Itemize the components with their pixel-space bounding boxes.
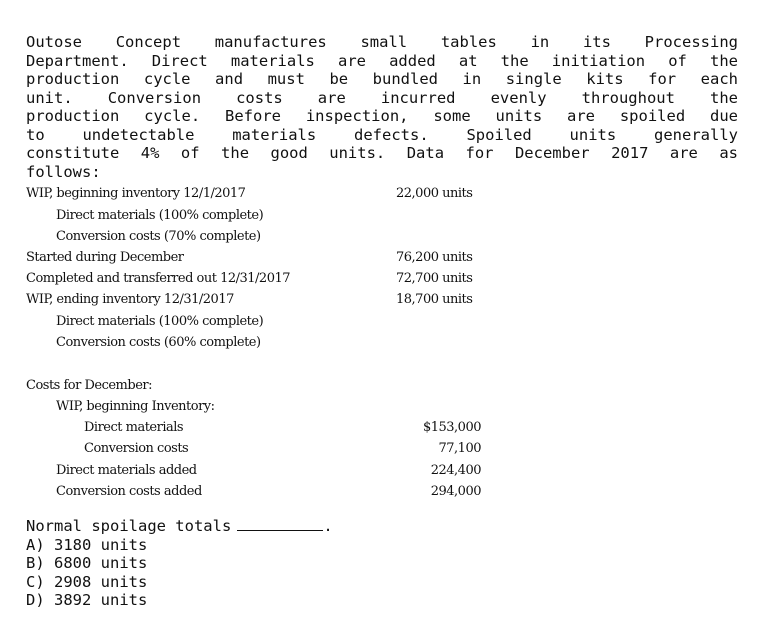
table-row: [0, 183, 775, 204]
table-row: [0, 417, 775, 438]
answer-option-a: A) 3180 units: [26, 535, 148, 554]
wip-beginning-label: WIP, beginning inventory 12/1/2017: [26, 186, 246, 201]
answer-blank: [237, 518, 323, 531]
wip-beginning-units: 22,000 units: [396, 186, 473, 201]
problem-line: production cycle and must be bundled in single kits for each: [26, 70, 738, 88]
question-end-punctuation: .: [323, 517, 333, 535]
problem-line: to undetectable materials defects. Spoiled units generally: [26, 125, 738, 144]
costs-heading: Costs for December:: [26, 378, 152, 393]
started-units: 76,200 units: [396, 250, 473, 265]
table-row: [0, 268, 775, 289]
answer-option-b: B) 6800 units: [26, 554, 148, 572]
problem-statement: [26, 33, 738, 181]
problem-line: unit. Conversion costs are incurred evenly throughout the: [26, 88, 738, 107]
table-row: [0, 205, 775, 226]
problem-line: Outose Concept manufactures small tables in its Processing: [26, 33, 738, 51]
completed-label: Completed and transferred out 12/31/2017: [26, 271, 291, 286]
wip-beginning-cc-label: Conversion costs (70% complete): [56, 229, 261, 244]
costs-wip-beginning-label: WIP, beginning Inventory:: [56, 399, 215, 414]
wip-ending-cc-label: Conversion costs (60% complete): [56, 335, 261, 350]
costs-dm-added-value: 224,400: [430, 463, 481, 478]
wip-ending-dm-label: Direct materials (100% complete): [56, 314, 264, 329]
costs-cc-added-label: Conversion costs added: [56, 484, 202, 499]
table-row: [0, 375, 775, 396]
costs-cc-value: 77,100: [438, 441, 481, 456]
wip-ending-units: 18,700 units: [396, 292, 473, 307]
costs-dm-label: Direct materials: [84, 420, 184, 435]
table-row: [0, 289, 775, 310]
table-row: [0, 460, 775, 481]
table-row: [0, 438, 775, 459]
table-row: [0, 226, 775, 247]
question-block: [26, 517, 526, 610]
answer-option-d: D) 3892 units: [26, 591, 148, 609]
question-prompt-text: Normal spoilage totals: [26, 517, 232, 535]
table-row: [0, 396, 775, 417]
table-row: [0, 247, 775, 268]
problem-line: production cycle. Before inspection, some units are spoiled due: [26, 107, 738, 125]
problem-line: Department. Direct materials are added at the initiation of the: [26, 51, 738, 70]
question-prompt: [26, 517, 526, 536]
table-row: [0, 311, 775, 332]
answer-option-c: C) 2908 units: [26, 572, 148, 591]
costs-cc-label: Conversion costs: [84, 441, 189, 456]
costs-cc-added-value: 294,000: [430, 484, 481, 499]
wip-beginning-dm-label: Direct materials (100% complete): [56, 208, 264, 223]
table-row: [0, 481, 775, 502]
problem-line: constitute 4% of the good units. Data for December 2017 are as: [26, 144, 738, 162]
problem-line: follows:: [26, 162, 101, 181]
costs-dm-value: $153,000: [422, 420, 481, 435]
completed-units: 72,700 units: [396, 271, 473, 286]
table-row: [0, 332, 775, 353]
wip-ending-label: WIP, ending inventory 12/31/2017: [26, 292, 234, 307]
started-label: Started during December: [26, 250, 184, 265]
costs-dm-added-label: Direct materials added: [56, 463, 197, 478]
